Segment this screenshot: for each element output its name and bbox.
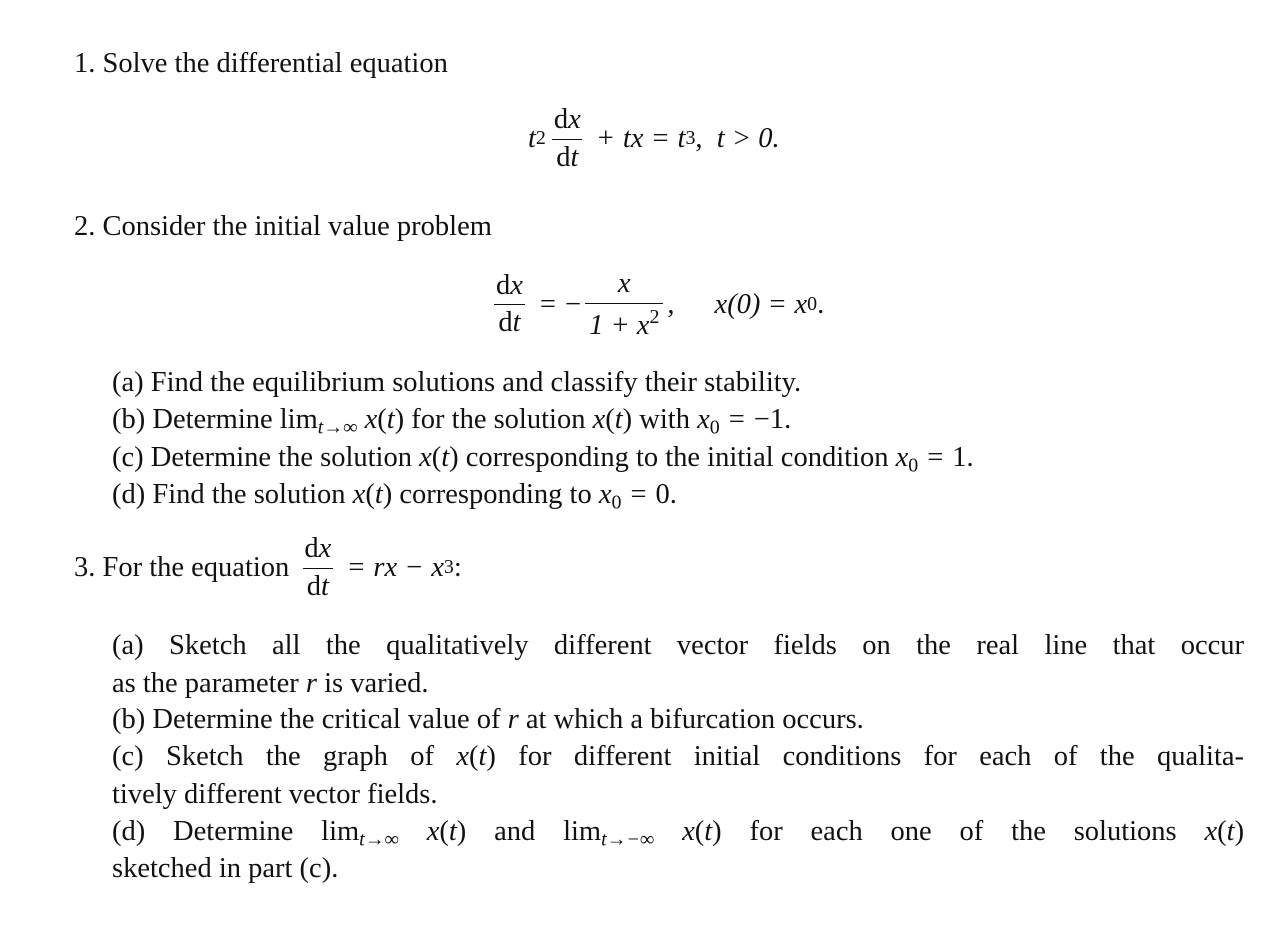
- q3-part-c-line1: (c) Sketch the graph of x(t) for different initial conditions for each of the qualita-: [112, 741, 1245, 772]
- q3-prompt: For the equation: [102, 551, 290, 583]
- q3-part-a-line1: (a) Sketch all the qualitatively different vector fields on the real line that occur: [112, 630, 1244, 661]
- q2-equation: $\frac{dx}{dt}$ = − $\frac{x}{1 + x^2}$ , x(0) = x 0 .: [488, 270, 824, 340]
- q2-part-b: (b) Determine limt→∞ x(t) for the solution x(t) with $x_0 = -1$.: [112, 404, 792, 439]
- q3-part-a-line2: as the parameter r is varied.: [112, 668, 429, 699]
- q1-derivative-fraction: $\frac{dx}{dt}$: [553, 104, 581, 173]
- q1-prompt: Solve the differential equation: [102, 48, 448, 79]
- q1-heading: [74, 50, 448, 79]
- q2-prompt: Consider the initial value problem: [102, 211, 492, 242]
- q2-number: 2.: [74, 211, 96, 242]
- q1-number: 1.: [74, 48, 96, 79]
- q2-part-a: (a) Find the equilibrium solutions and classify their stability.: [112, 367, 802, 398]
- q2-heading: [74, 213, 492, 242]
- q3-part-d-line1: (d) Determine limt→∞ x(t) and limt→−∞ x(t) for each one of the solutions x(t): [112, 816, 1245, 851]
- q3-part-d-line2: sketched in part (c).: [112, 853, 339, 884]
- q3-part-b: (b) Determine the critical value of r at which a bifurcation occurs.: [112, 704, 864, 735]
- q3-heading: 3. For the equation $\frac{dx}{dt}$ = rx − x 3 :: [74, 533, 462, 602]
- q1-equation: t 2 $\frac{dx}{dt}$ + tx = t 3 , t > 0.: [528, 104, 780, 173]
- q2-lhs-fraction: $\frac{dx}{dt}$: [496, 269, 523, 339]
- q2-part-c: (c) Determine the solution x(t) corresponding to the initial condition $x_0 = 1$.: [112, 442, 974, 477]
- q3-part-c-line2: tively different vector fields.: [112, 779, 438, 810]
- q1-condition: t > 0.: [716, 122, 780, 154]
- q2-part-d: (d) Find the solution x(t) corresponding to $x_0 = 0$.: [112, 479, 677, 514]
- q3-number: 3.: [74, 551, 96, 583]
- q2-rhs-fraction: $\frac{x}{1 + x^2}$: [585, 270, 663, 340]
- q2-ic-lhs: x(0): [714, 288, 761, 320]
- q3-derivative-fraction: $\frac{dx}{dt}$: [304, 533, 332, 602]
